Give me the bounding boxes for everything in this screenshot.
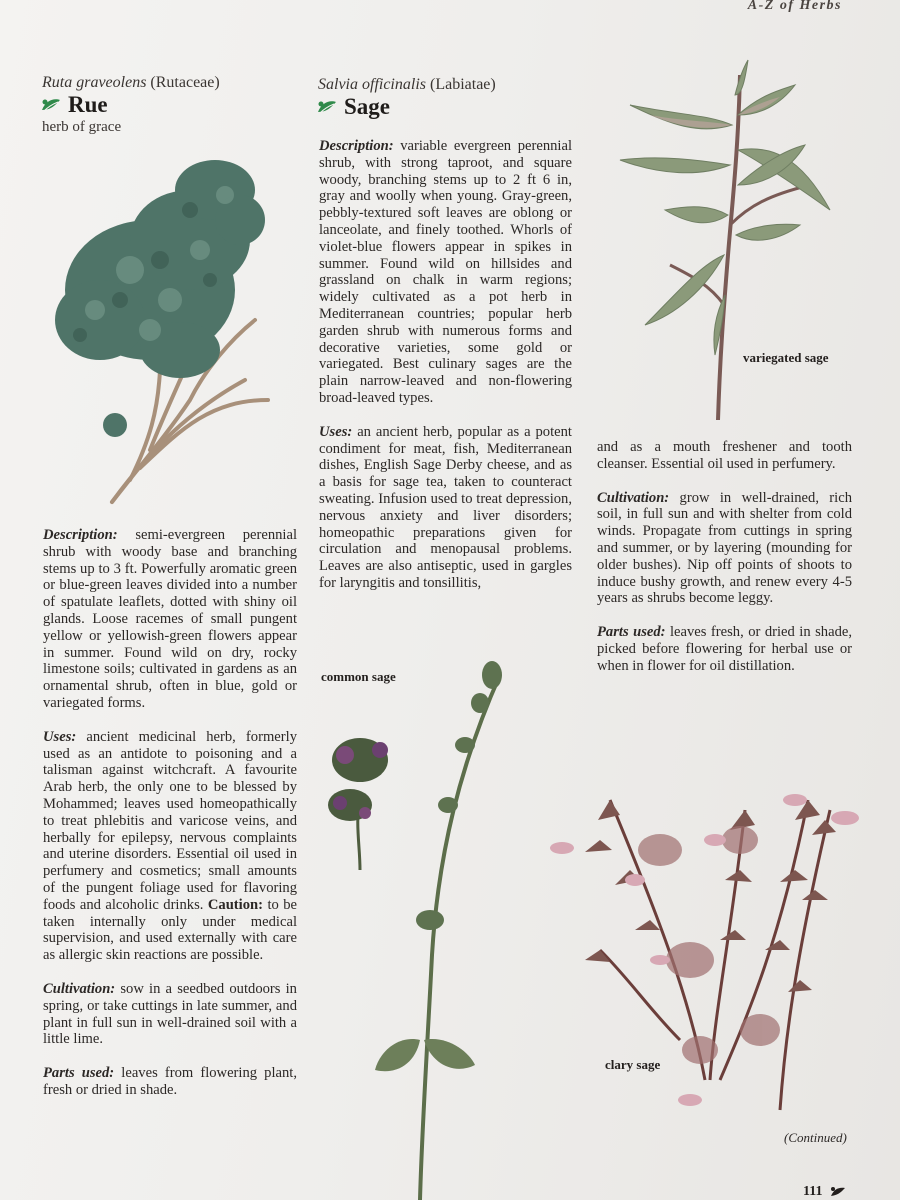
rue-parts-text: leaves from flowering plant, fresh or dried in shade. xyxy=(43,1065,298,1098)
caption-clary-sage: clary sage xyxy=(605,1057,661,1072)
rue-parts-label: Parts used: xyxy=(43,1065,115,1082)
sage-uses-label: Uses: xyxy=(319,423,353,440)
rue-heading: Rue xyxy=(68,92,108,117)
sage-uses-text: an ancient herb, popular as a potent condiment for meat, fish, Mediterranean dishes, English Sage Derby cheese, and as a basis for sage tea, taken to counteract sweating. Infusion used to treat depression, nervous anxiety and liver disorders; homeopathic preparations given for circulation and menopausal problems. Leaves are also antiseptic, used in gargles for laryngitis and tonsillitis, xyxy=(319,423,572,591)
page-number: 111 xyxy=(803,1184,823,1199)
sage-title xyxy=(316,94,390,120)
rue-text-column xyxy=(43,527,297,1099)
sage-latin-name xyxy=(318,76,496,94)
rue-plant-illustration xyxy=(40,150,300,510)
page-ornament-icon xyxy=(830,1186,846,1198)
rue-latin-name xyxy=(42,74,220,92)
rue-uses-label: Uses: xyxy=(43,728,77,745)
sage-text-column-right xyxy=(597,439,852,675)
rue-caution-text: to be taken internally only under medical supervision, and used externally with care as allergic skin reactions are possible. xyxy=(43,896,297,964)
sage-uses xyxy=(319,424,572,592)
caption-variegated-sage: variegated sage xyxy=(743,350,829,365)
sage-desc-label: Description: xyxy=(319,138,394,154)
rue-uses-text: ancient medicinal herb, formerly used as an antidote to poisoning and a talisman against witchcraft. A favourite Arab herb, the only one to be blessed by Mohammed; leaves used homeopathically to treat phlebitis and varicose veins, and herbally for epilepsy, nervous complaints and uterine disorders. Essential oil used in perfumery and cosmetics; small amounts of the pungent foliage used for flavoring foods and alcoholic drinks. xyxy=(43,728,297,913)
page-number-block xyxy=(803,1184,846,1200)
rue-latin: Ruta graveolens xyxy=(42,74,147,91)
sage-parts-text: leaves fresh, or dried in shade, picked before flowering for herbal use or when in flower for oil distillation. xyxy=(597,624,852,674)
running-head: A-Z of Herbs xyxy=(747,0,842,13)
continued-note: (Continued) xyxy=(784,1130,847,1145)
sage-heading: Sage xyxy=(344,94,390,119)
sage-desc-text: variable evergreen perennial shrub, with strong taproot, and square woody, branching stems up to 2 ft 6 in, gray and woolly when young. Gray-green, pebbly-textured soft leaves are oblong or lanceolate, and finely toothed. Whorls of violet-blue flowers appear in spikes in summer. Found wild on hillsides and grassland on chalk in warm regions; widely cultivated as a pot herb in Mediterranean countries; popular herb garden shrub with numerous forms and decorative varieties, some gold or variegated. Best culinary sages are the plain narrow-leaved and non-flowering broad-leaved types. xyxy=(319,138,572,406)
sage-parts-label: Parts used: xyxy=(597,624,666,641)
rue-cultivation xyxy=(43,981,297,1048)
rue-title xyxy=(40,92,108,118)
sage-cult-label: Cultivation: xyxy=(597,489,670,506)
rue-caution-label: Caution: xyxy=(207,896,263,913)
rue-uses xyxy=(43,729,297,964)
rue-cult-text: sow in a seedbed outdoors in spring, or take cuttings in late summer, and plant in full sun in well-drained soil with a little lime. xyxy=(43,980,297,1048)
sage-latin: Salvia officinalis xyxy=(318,76,426,93)
sage-text-column xyxy=(319,138,572,592)
sage-description xyxy=(319,138,572,407)
caption-common-sage: common sage xyxy=(321,669,396,684)
clary-sage-illustration xyxy=(540,780,870,1120)
rue-cult-label: Cultivation: xyxy=(43,980,116,997)
rue-desc-label: Description: xyxy=(43,527,118,543)
rue-family: (Rutaceae) xyxy=(150,74,220,91)
rue-parts-used xyxy=(43,1065,297,1099)
leaf-ornament-icon xyxy=(40,96,62,114)
rue-common-name: herb of grace xyxy=(42,119,122,135)
sage-parts-used xyxy=(597,624,852,674)
leaf-ornament-icon xyxy=(316,98,338,116)
variegated-sage-illustration xyxy=(620,55,840,425)
sage-cultivation xyxy=(597,490,852,608)
sage-cult-text: grow in well-drained, rich soil, in full sun and with shelter from cold winds. Propagate from cuttings in spring and summer, or by layering (mounding for older bushes). Nip off points of shoots to induce bushy growth, and renew every 4-5 years as shrubs become leggy. xyxy=(597,489,853,607)
sage-uses-continued: and as a mouth freshener and tooth cleanser. Essential oil used in perfumery. xyxy=(597,439,852,472)
rue-description xyxy=(43,527,297,712)
sage-family: (Labiatae) xyxy=(430,76,496,93)
rue-desc-text: semi-evergreen perennial shrub with woody base and branching stems up to 3 ft. Powerfully aromatic green or blue-green leaves divided into a number of spatulate leaflets, dotted with shiny oil glands. Loose racemes of small pungent yellow or yellowish-green flowers appear in summer. Found wild on dry, rocky limestone soils; cultivated in gardens as an ornamental shrub, often in blue, gold or variegated forms. xyxy=(43,527,297,711)
common-sage-illustration xyxy=(320,655,520,1200)
